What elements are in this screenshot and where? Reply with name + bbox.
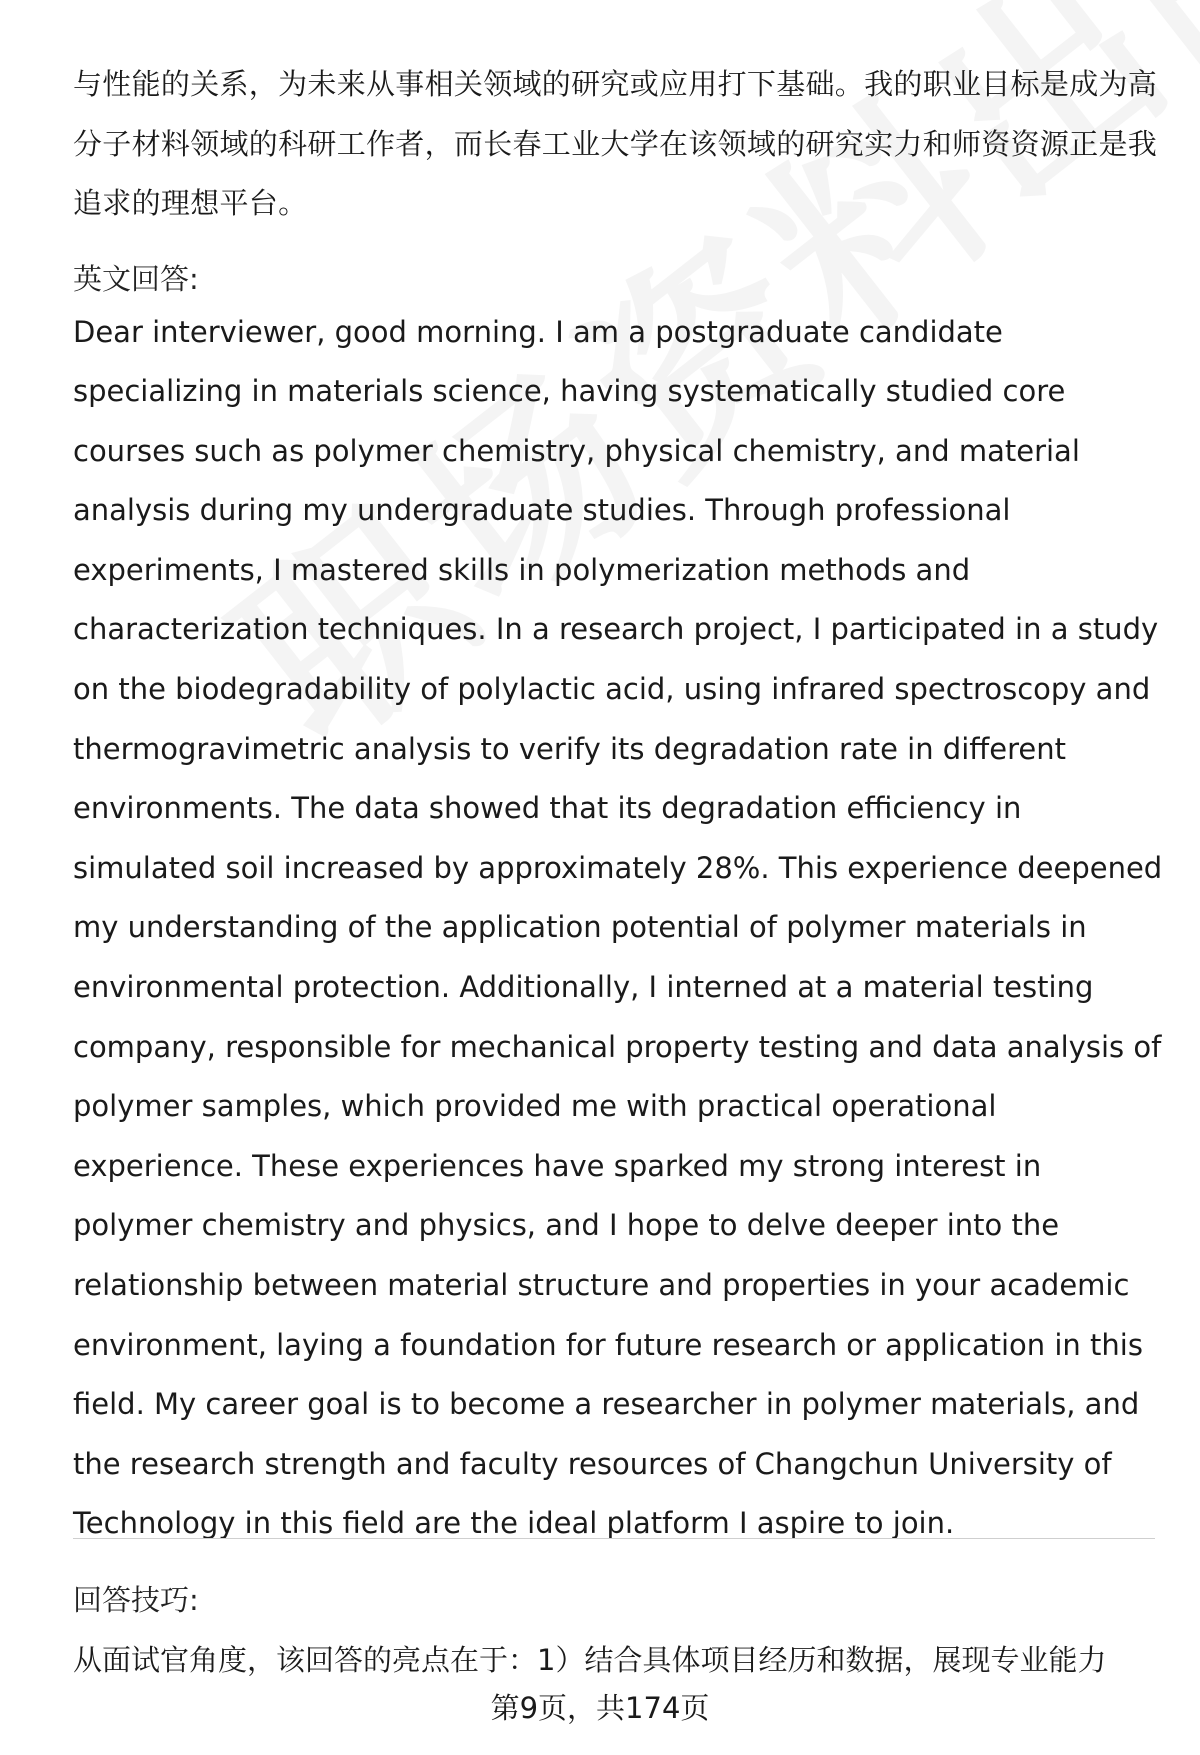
section-divider	[73, 1538, 1155, 1539]
page-number: 第9页，共174页	[490, 1691, 710, 1725]
chinese-answer-tail: 与性能的关系，为未来从事相关领域的研究或应用打下基础。我的职业目标是成为高分子材料领域的科研工作者，而长春工业大学在该领域的研究实力和师资资源正是我追求的理想平台。	[73, 67, 1158, 220]
tips-label: 回答技巧:	[73, 1583, 199, 1617]
tips-text: 从面试官角度，该回答的亮点在于：1）结合具体项目经历和数据，展现专业能力	[73, 1643, 1107, 1677]
english-answer-label: 英文回答:	[73, 261, 199, 296]
main-content	[73, 55, 1163, 1554]
english-answer-text: Dear interviewer, good morning. I am a postgraduate candidate specializing in materials science, having systematically studied core courses such as polymer chemistry, physical chemistry, and material analysis during my undergraduate studies. Through professional experiments, I mastered skills in polymerization methods and characterization techniques. In a research project, I participated in a study on the biodegradability of polylactic acid, using infrared spectroscopy and thermogravimetric analysis to verify its degradation rate in different environments. The data showed that its degradation efficiency in simulated soil increased by approximately 28%. This experience deepened my understanding of the application potential of polymer materials in environmental protection. Additionally, I interned at a material testing company, responsible for mechanical property testing and data analysis of polymer samples, which provided me with practical operational experience. These experiences have sparked my strong interest in polymer chemistry and physics, and I hope to delve deeper into the relationship between material structure and properties in your academic environment, laying a foundation for future research or application in this field. My career goal is to become a researcher in polymer materials, and the research strength and faculty resources of Changchun University of Technology in this field are the ideal platform I aspire to join.	[73, 314, 1163, 1541]
